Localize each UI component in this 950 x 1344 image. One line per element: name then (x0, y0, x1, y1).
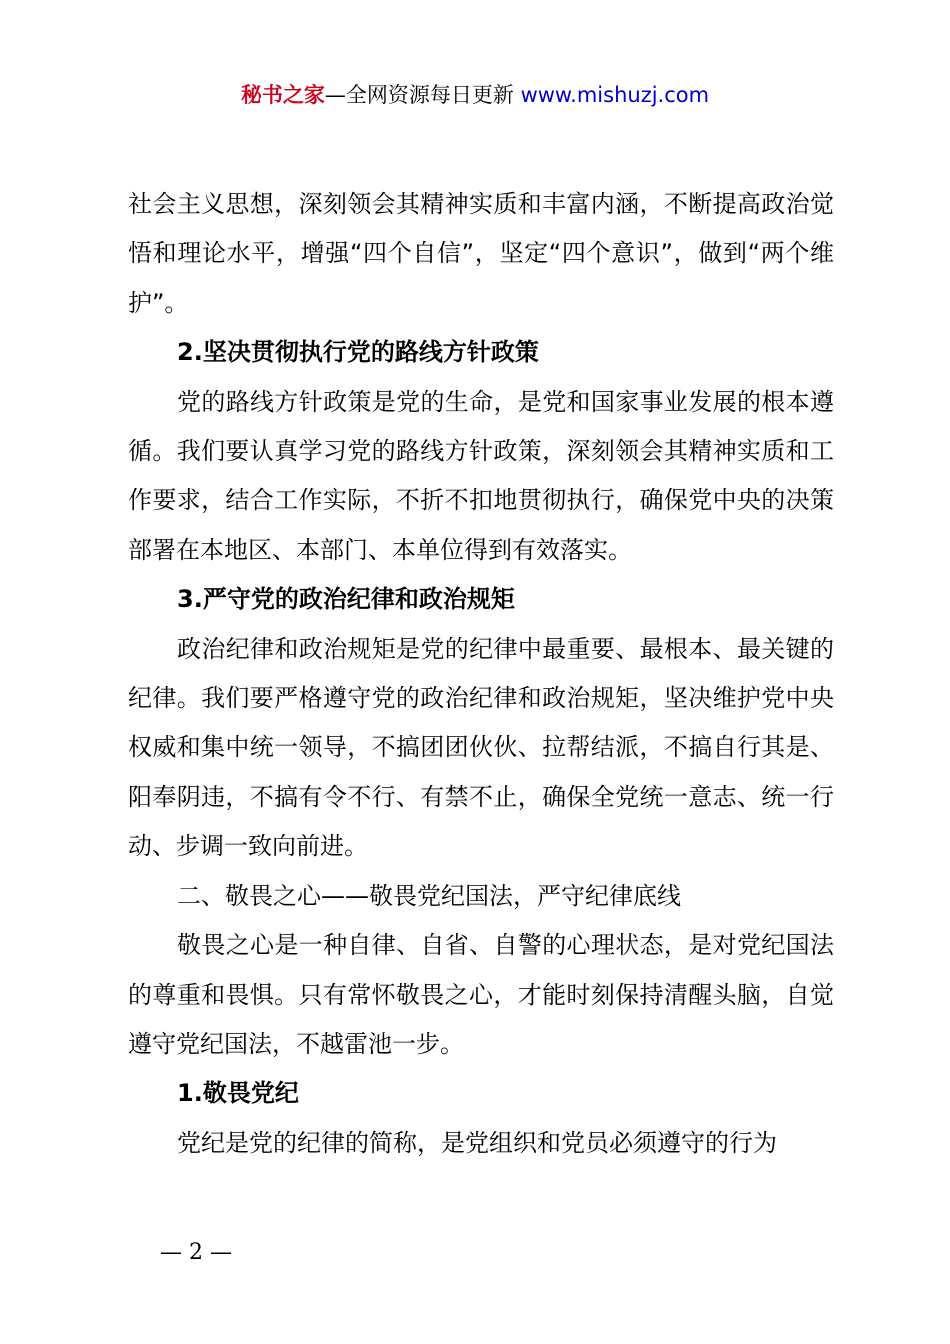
paragraph: 党纪是党的纪律的简称，是党组织和党员必须遵守的行为 (177, 1128, 777, 1157)
page-number: — 2 — (160, 1240, 232, 1265)
site-url-link[interactable]: www.mishuzj.com (520, 83, 710, 107)
paragraph: 党的路线方针政策是党的生命，是党和国家事业发展的根本遵循。我们要认真学习党的路线方针政策，深刻领会其精神实质和工作要求，结合工作实际，不折不扣地贯彻执行，确保党中央的决策部署在本地区、本部门、本单位得到有效落实。 (128, 387, 834, 564)
subheading-2: 2.坚决贯彻执行党的路线方针政策 (177, 338, 539, 367)
paragraph: 政治纪律和政治规矩是党的纪律中最重要、最根本、最关键的纪律。我们要严格遵守党的政治纪律和政治规矩，坚决维护党中央权威和集中统一领导，不搞团团伙伙、拉帮结派，不搞自行其是、阳奉阴违，不搞有令不行、有禁不止，确保全党统一意志、统一行动、步调一致向前进。 (128, 634, 834, 861)
banner-dash: — (324, 83, 346, 107)
paragraph-continued: 社会主义思想，深刻领会其精神实质和丰富内涵，不断提高政治觉悟和理论水平，增强“四个自信”，坚定“四个意识”，做到“两个维护”。 (128, 190, 834, 317)
subheading-3: 3.严守党的政治纪律和政治规矩 (177, 585, 515, 614)
banner-tagline: 全网资源每日更新 (345, 83, 514, 107)
site-banner (0, 78, 950, 112)
paragraph: 敬畏之心是一种自律、自省、自警的心理状态，是对党纪国法的尊重和畏惧。只有常怀敬畏之心，才能时刻保持清醒头脑，自觉遵守党纪国法，不越雷池一步。 (128, 931, 834, 1058)
section-heading-2: 二、敬畏之心——敬畏党纪国法，严守纪律底线 (177, 881, 681, 910)
subheading-1: 1.敬畏党纪 (177, 1079, 299, 1108)
brand-name: 秘书之家 (240, 83, 325, 107)
document-body (128, 180, 834, 1168)
